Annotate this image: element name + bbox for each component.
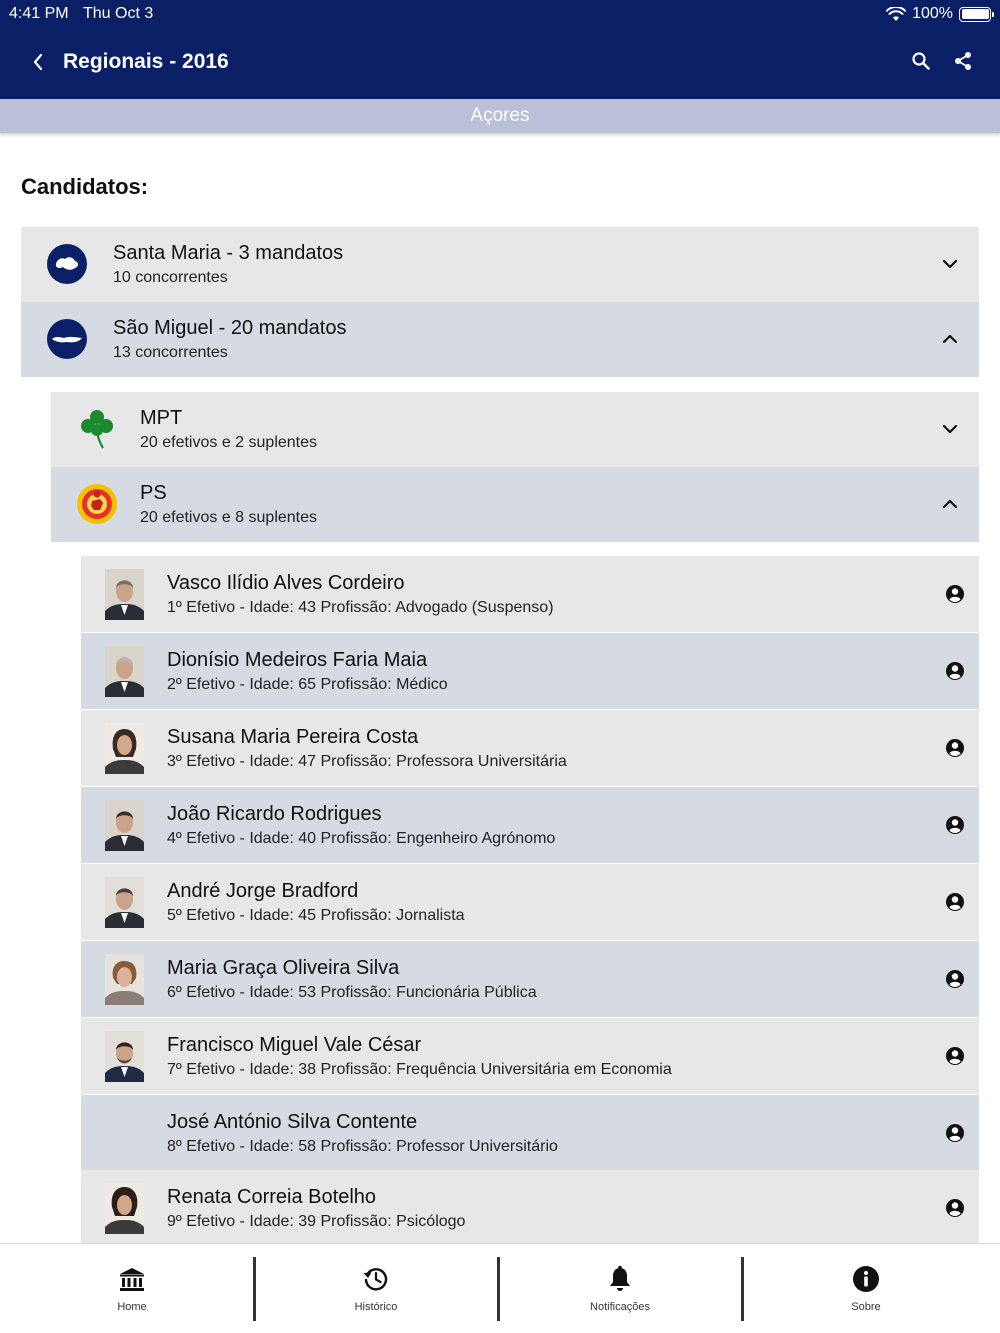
user-circle-icon[interactable] [945, 1046, 965, 1066]
candidate-details: 5º Efetivo - Idade: 45 Profissão: Jornalista [167, 907, 465, 924]
user-circle-icon[interactable] [945, 738, 965, 758]
candidate-details: 1º Efetivo - Idade: 43 Profissão: Advogado (Suspenso) [167, 599, 554, 616]
tab-label: Sobre [851, 1301, 881, 1313]
candidate-photo [105, 723, 144, 774]
constituency-title: Santa Maria - 3 mandatos [113, 242, 344, 264]
candidate-name: José António Silva Contente [167, 1111, 418, 1133]
info-icon [851, 1264, 881, 1294]
search-icon[interactable] [906, 46, 936, 76]
clover-logo [75, 407, 119, 451]
tab-label: Histórico [354, 1301, 398, 1313]
candidate-row[interactable] [81, 710, 979, 786]
candidate-photo [105, 877, 144, 928]
tab-notificacoes[interactable] [498, 1244, 742, 1333]
candidate-row[interactable] [81, 633, 979, 709]
party-title: MPT [140, 407, 183, 429]
candidate-row[interactable] [81, 1095, 979, 1171]
candidate-name: Susana Maria Pereira Costa [167, 726, 419, 748]
candidate-details: 2º Efetivo - Idade: 65 Profissão: Médico [167, 676, 448, 693]
chevron-up-icon[interactable] [939, 493, 961, 515]
candidate-row[interactable] [81, 941, 979, 1017]
candidate-photo [105, 646, 144, 697]
chevron-down-icon[interactable] [939, 418, 961, 440]
battery-percent: 100% [912, 5, 953, 22]
candidate-name: Maria Graça Oliveira Silva [167, 957, 400, 979]
tab-label: Notificações [590, 1301, 650, 1313]
region-subheader: Açores [0, 99, 1000, 133]
bank-icon [117, 1264, 147, 1294]
section-heading: Candidatos: [21, 174, 149, 199]
chevron-up-icon[interactable] [939, 328, 961, 350]
user-circle-icon[interactable] [945, 892, 965, 912]
status-right [886, 3, 991, 25]
candidate-name: Vasco Ilídio Alves Cordeiro [167, 572, 405, 594]
user-circle-icon[interactable] [945, 969, 965, 989]
candidate-name: Francisco Miguel Vale César [167, 1034, 422, 1056]
constituency-row-sao-miguel[interactable] [21, 302, 979, 377]
candidate-details: 7º Efetivo - Idade: 38 Profissão: Frequência Universitária em Economia [167, 1061, 672, 1078]
user-circle-icon[interactable] [945, 661, 965, 681]
candidate-row[interactable] [81, 787, 979, 863]
bell-icon [605, 1264, 635, 1294]
chevron-left-icon[interactable] [24, 48, 52, 76]
user-circle-icon[interactable] [945, 815, 965, 835]
candidate-photo [105, 569, 144, 620]
candidate-photo [105, 1183, 144, 1234]
page-title: Regionais - 2016 [63, 50, 229, 73]
candidate-name: Renata Correia Botelho [167, 1186, 377, 1208]
candidate-row[interactable] [81, 556, 979, 632]
constituency-subtitle: 10 concorrentes [113, 269, 228, 286]
candidate-photo [105, 954, 144, 1005]
chevron-down-icon[interactable] [939, 253, 961, 275]
candidate-row[interactable] [81, 1170, 979, 1246]
status-bar [9, 3, 991, 25]
tab-home[interactable] [10, 1244, 254, 1333]
user-circle-icon[interactable] [945, 1123, 965, 1143]
candidate-details: 9º Efetivo - Idade: 39 Profissão: Psicólogo [167, 1213, 466, 1230]
user-circle-icon[interactable] [945, 584, 965, 604]
candidate-details: 6º Efetivo - Idade: 53 Profissão: Funcionária Pública [167, 984, 537, 1001]
battery-icon [959, 7, 991, 22]
island-icon [47, 319, 87, 359]
candidate-details: 8º Efetivo - Idade: 58 Profissão: Professor Universitário [167, 1138, 558, 1155]
candidate-name: João Ricardo Rodrigues [167, 803, 382, 825]
tab-historico[interactable] [254, 1244, 498, 1333]
party-subtitle: 20 efetivos e 8 suplentes [140, 509, 318, 526]
constituency-row-santa-maria[interactable] [21, 227, 979, 302]
island-icon [47, 244, 87, 284]
history-icon [361, 1264, 391, 1294]
top-bar [0, 0, 1000, 99]
constituency-title: São Miguel - 20 mandatos [113, 317, 347, 339]
party-row-mpt[interactable] [51, 392, 979, 467]
candidate-photo [105, 800, 144, 851]
user-circle-icon[interactable] [945, 1198, 965, 1218]
share-icon[interactable] [948, 46, 978, 76]
party-title: PS [140, 482, 167, 504]
candidate-name: Dionísio Medeiros Faria Maia [167, 649, 428, 671]
candidate-name: André Jorge Bradford [167, 880, 359, 902]
candidate-photo [105, 1031, 144, 1082]
candidate-details: 3º Efetivo - Idade: 47 Profissão: Professora Universitária [167, 753, 567, 770]
rose-fist-logo [75, 482, 119, 526]
tab-label: Home [117, 1301, 147, 1313]
status-time: 4:41 PM [9, 5, 69, 22]
constituency-subtitle: 13 concorrentes [113, 344, 228, 361]
wifi-icon [886, 7, 906, 22]
candidate-row[interactable] [81, 864, 979, 940]
tab-bar [0, 1243, 1000, 1333]
candidate-row[interactable] [81, 1018, 979, 1094]
party-row-ps[interactable] [51, 467, 979, 542]
candidate-details: 4º Efetivo - Idade: 40 Profissão: Engenheiro Agrónomo [167, 830, 556, 847]
party-subtitle: 20 efetivos e 2 suplentes [140, 434, 318, 451]
status-date: Thu Oct 3 [83, 5, 154, 22]
tab-sobre[interactable] [744, 1244, 988, 1333]
nav-bar [0, 40, 1000, 86]
